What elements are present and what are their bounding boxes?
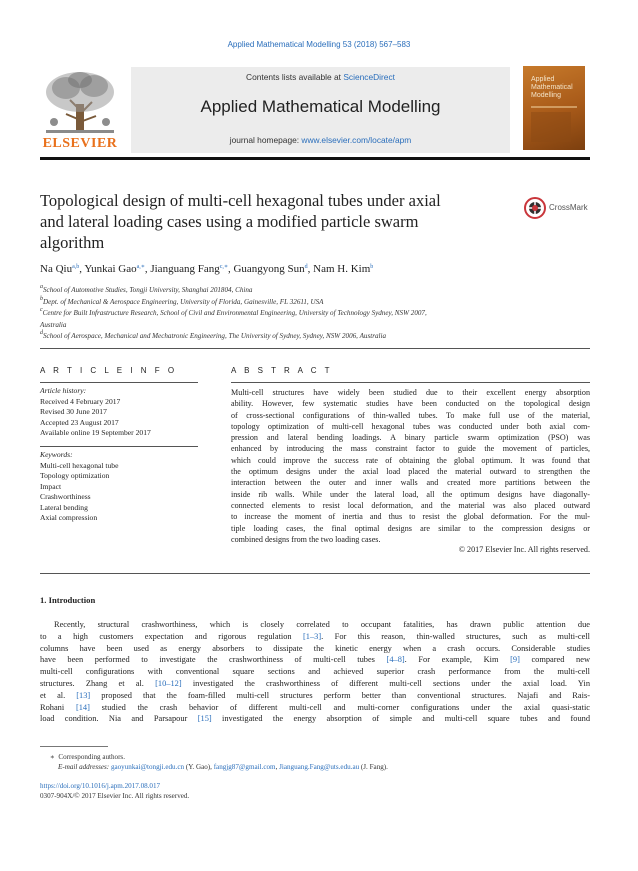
email-link[interactable]: Jianguang.Fang@uts.edu.au bbox=[279, 763, 360, 771]
affiliation-text: Centre for Built Infrastructure Research, School of Civil and Environmental Engineering, University of Technology Sydney, NSW 2007, bbox=[42, 309, 427, 317]
journal-masthead bbox=[131, 67, 510, 153]
cover-title bbox=[531, 76, 573, 100]
cover-title-line: Modelling bbox=[531, 92, 561, 99]
citation-link[interactable]: [13] bbox=[76, 690, 91, 700]
affiliation-text: Dept. of Mechanical & Aerospace Engineering, University of Florida, Gainesville, FL 32611, USA bbox=[43, 297, 324, 306]
intro-text: structures. Zhang et al. bbox=[40, 678, 156, 688]
elsevier-wordmark: ELSEVIER bbox=[42, 136, 118, 151]
intro-text: have been performed to investigate the crashworthiness of multi-cell tubes bbox=[40, 655, 387, 665]
journal-cover[interactable] bbox=[523, 66, 585, 150]
abstract-line: the optimum designs under the axial load placed the material outward to strengthen the bbox=[231, 467, 590, 477]
contents-prefix: Contents lists available at bbox=[246, 72, 344, 82]
introduction-body bbox=[40, 619, 590, 725]
article-history bbox=[40, 386, 210, 439]
abstract-line: combined designs from the two loading cases. bbox=[231, 534, 381, 544]
author-name: Yunkai Gao bbox=[84, 263, 137, 275]
affiliation-mark: c bbox=[40, 307, 43, 313]
affiliation-text: Australia bbox=[40, 320, 67, 329]
keyword: Multi-cell hexagonal tube bbox=[40, 460, 119, 470]
footnote-text: Corresponding authors. bbox=[58, 753, 125, 761]
section-divider bbox=[40, 573, 590, 574]
affiliation-mark: d bbox=[40, 330, 43, 336]
intro-line bbox=[40, 713, 590, 725]
keyword: Topology optimization bbox=[40, 471, 110, 480]
author-name: Guangyong Sun bbox=[233, 263, 305, 275]
email-link[interactable]: fangjg87@gmail.com bbox=[213, 763, 276, 771]
abstract-line: tiple loading cases, the final optimal designs are similar to the compression designs or bbox=[231, 523, 590, 533]
abstract-text bbox=[231, 387, 590, 545]
intro-text: Recently, structural crashworthiness, which is closely correlated to occupant fatalities, has drawn public attention due bbox=[54, 620, 590, 629]
contents-availability bbox=[131, 72, 510, 82]
history-dates bbox=[40, 397, 210, 439]
author-separator: , bbox=[307, 263, 314, 275]
abstract-line: connected elements to resist local deformation, and the material was also placed outward bbox=[231, 500, 590, 510]
abstract-line: ability. However, few systematic studies have been conducted on the topological design bbox=[231, 399, 590, 409]
abstract-line: which could improve the success rate of obtaining the global optimum. It was found that bbox=[231, 455, 590, 465]
cover-title-line: Mathematical bbox=[531, 84, 573, 91]
intro-text: . For example, Kim bbox=[404, 655, 511, 665]
intro-line bbox=[40, 619, 590, 631]
email-owner: , bbox=[275, 763, 280, 771]
intro-text: studied the crash behavior of different multi-cell and multi-corner configurations under the axial quasi-static bbox=[89, 702, 591, 712]
author-affiliation-mark[interactable]: d bbox=[304, 264, 308, 270]
affiliation-mark: a bbox=[40, 284, 43, 290]
footnote-rule bbox=[40, 746, 108, 747]
intro-line bbox=[40, 666, 590, 678]
citation-link[interactable]: [4–8] bbox=[386, 655, 405, 665]
abstract-line: Multi-cell structures have widely been studied due to their excellent energy absorption bbox=[231, 388, 590, 397]
affiliation bbox=[40, 308, 600, 320]
intro-text: investigated the crashworthiness of different multi-cell sections under the axial load. Yin bbox=[181, 678, 591, 688]
intro-text: investigated the energy absorption of simple and multi-cell square tubes and found bbox=[211, 714, 591, 724]
footnote-emails bbox=[58, 763, 388, 771]
keywords-rule bbox=[40, 446, 198, 447]
intro-text: multi-cell configurations with conventional square sections and achieved superior crash performance from the multi-cell bbox=[40, 667, 590, 677]
intro-text: proposed that the foam-filled multi-cell structures perform better than conventional structures. Najafi and Rais- bbox=[90, 690, 590, 700]
author-name: Na Qiu bbox=[40, 263, 73, 275]
intro-text: . For this reason, thin-walled structures, such as multi-cell bbox=[321, 631, 590, 641]
abstract-line: inside rib walls. While under the lateral load, all the optimum designs have diagonally- bbox=[231, 489, 590, 499]
abstract-line: to increase the moment of inertia and thus to resist the global deformation. For the mul- bbox=[231, 512, 590, 522]
history-date: Available online 19 September 2017 bbox=[40, 428, 151, 437]
affiliation bbox=[40, 331, 600, 343]
cover-rule bbox=[531, 106, 577, 108]
abstract-line: pression and lateral bending loadings. A binary particle swarm optimization (PSO) was bbox=[231, 433, 590, 443]
history-date: Received 4 February 2017 bbox=[40, 396, 121, 406]
intro-line bbox=[40, 702, 590, 714]
intro-text: to a high customers expectation and rigorous regulation bbox=[40, 631, 304, 641]
introduction-heading: 1. Introduction bbox=[40, 595, 96, 605]
title-line: Topological design of multi-cell hexagonal tubes under axial bbox=[40, 191, 441, 210]
title-line: and lateral loading cases using a modified particle swarm bbox=[40, 212, 419, 231]
elsevier-logo[interactable] bbox=[40, 70, 120, 152]
masthead-divider bbox=[40, 157, 590, 160]
footnote-corresponding bbox=[50, 752, 125, 761]
email-owner: (Y. Gao), bbox=[184, 763, 214, 771]
email-owner: (J. Fang). bbox=[359, 763, 388, 771]
intro-text: compared new bbox=[519, 655, 590, 665]
intro-line bbox=[40, 643, 590, 655]
keyword: Crashworthiness bbox=[40, 492, 91, 501]
author-list bbox=[40, 263, 560, 275]
affiliation-list bbox=[40, 285, 600, 343]
homepage-prefix: journal homepage: bbox=[229, 135, 302, 145]
history-date: Accepted 23 August 2017 bbox=[40, 417, 119, 427]
citation-link[interactable]: [15] bbox=[197, 714, 212, 724]
article-title bbox=[40, 190, 510, 253]
author-separator: , bbox=[144, 263, 151, 275]
author-affiliation-mark[interactable]: a,b bbox=[72, 264, 80, 270]
history-date: Revised 30 June 2017 bbox=[40, 407, 107, 416]
intro-line bbox=[40, 678, 590, 690]
intro-line bbox=[40, 690, 590, 702]
intro-text: Rohani bbox=[40, 702, 76, 712]
keyword: Lateral bending bbox=[40, 502, 88, 512]
author-separator: , bbox=[79, 263, 85, 275]
crossmark-badge[interactable] bbox=[524, 197, 594, 219]
elsevier-tree-icon bbox=[40, 70, 120, 138]
author-affiliation-mark[interactable]: a,∗ bbox=[136, 264, 145, 270]
copyright-notice: © 2017 Elsevier Inc. All rights reserved. bbox=[458, 545, 590, 554]
intro-text: columns have been used as energy absorbers to dissipate the kinetic energy when a crash occurs. Considerable studies bbox=[40, 643, 590, 653]
crossmark-icon bbox=[524, 197, 546, 219]
author-name: Jianguang Fang bbox=[150, 263, 220, 275]
citation-link[interactable]: [1–3] bbox=[303, 631, 322, 641]
affiliation-text: School of Automotive Studies, Tongji University, Shanghai 201804, China bbox=[43, 286, 253, 294]
doi-link[interactable]: https://doi.org/10.1016/j.apm.2017.08.017 bbox=[40, 782, 161, 790]
journal-reference-link[interactable]: Applied Mathematical Modelling 53 (2018) 567–583 bbox=[227, 40, 411, 49]
keyword-list bbox=[40, 461, 210, 524]
author-affiliation-mark[interactable]: b bbox=[370, 264, 374, 270]
article-info-rule bbox=[40, 382, 198, 383]
crossmark-label: CrossMark bbox=[549, 203, 588, 212]
affiliation-mark: b bbox=[40, 295, 43, 302]
abstract-line: of cross-sectional configurations of thin-walled tubes. To make full use of the material, bbox=[231, 410, 590, 420]
abstract-line: interaction between the outer and inner walls and created more partitions between the bbox=[231, 478, 590, 488]
issn-line: 0307-904X/© 2017 Elsevier Inc. All rights reserved. bbox=[40, 792, 190, 800]
sciencedirect-link[interactable]: ScienceDirect bbox=[343, 72, 395, 82]
cover-title-line: Applied bbox=[531, 76, 555, 83]
intro-line bbox=[40, 631, 590, 643]
citation-link[interactable]: [14] bbox=[75, 702, 90, 712]
abstract-line: topology optimization of multi-cell hexagonal tubes was conducted under both axial com- bbox=[231, 421, 590, 431]
author-affiliation-mark[interactable]: c,∗ bbox=[219, 264, 228, 270]
affiliation bbox=[40, 285, 600, 297]
keywords bbox=[40, 450, 210, 524]
author-separator: , bbox=[227, 263, 234, 275]
citation-link[interactable]: [10–12] bbox=[155, 678, 182, 688]
section-divider bbox=[40, 348, 590, 349]
abstract-line: enhanced by introducing the mass constraint factor to guide the movement of particles, bbox=[231, 444, 590, 454]
journal-name: Applied Mathematical Modelling bbox=[200, 97, 441, 116]
email-link[interactable]: gaoyunkai@tongji.edu.cn bbox=[110, 763, 185, 771]
keywords-label: Keywords: bbox=[40, 450, 73, 459]
intro-text: load condition. Nia and Parsapour bbox=[40, 714, 198, 724]
email-label: E-mail addresses: bbox=[58, 763, 111, 771]
affiliation bbox=[40, 297, 600, 309]
homepage-link[interactable]: www.elsevier.com/locate/apm bbox=[301, 135, 412, 145]
abstract-heading: A B S T R A C T bbox=[231, 366, 333, 375]
journal-homepage bbox=[131, 135, 510, 145]
affiliation-text: School of Aerospace, Mechanical and Mechatronic Engineering, The University of Sydney, Sydney, NSW 2006, Australia bbox=[43, 332, 386, 340]
title-line: algorithm bbox=[40, 233, 105, 252]
article-info-heading: A R T I C L E I N F O bbox=[40, 366, 178, 375]
footnote-star: ∗ bbox=[50, 753, 59, 761]
keyword: Impact bbox=[40, 481, 62, 491]
affiliation bbox=[40, 320, 600, 332]
intro-line bbox=[40, 654, 590, 666]
citation-link[interactable]: [9] bbox=[510, 655, 520, 665]
author-name: Nam H. Kim bbox=[313, 263, 371, 275]
history-label: Article history: bbox=[40, 386, 87, 395]
intro-text: et al. bbox=[40, 690, 77, 700]
keyword: Axial compression bbox=[40, 513, 98, 522]
abstract-rule bbox=[231, 382, 590, 383]
cover-figure bbox=[531, 112, 571, 142]
